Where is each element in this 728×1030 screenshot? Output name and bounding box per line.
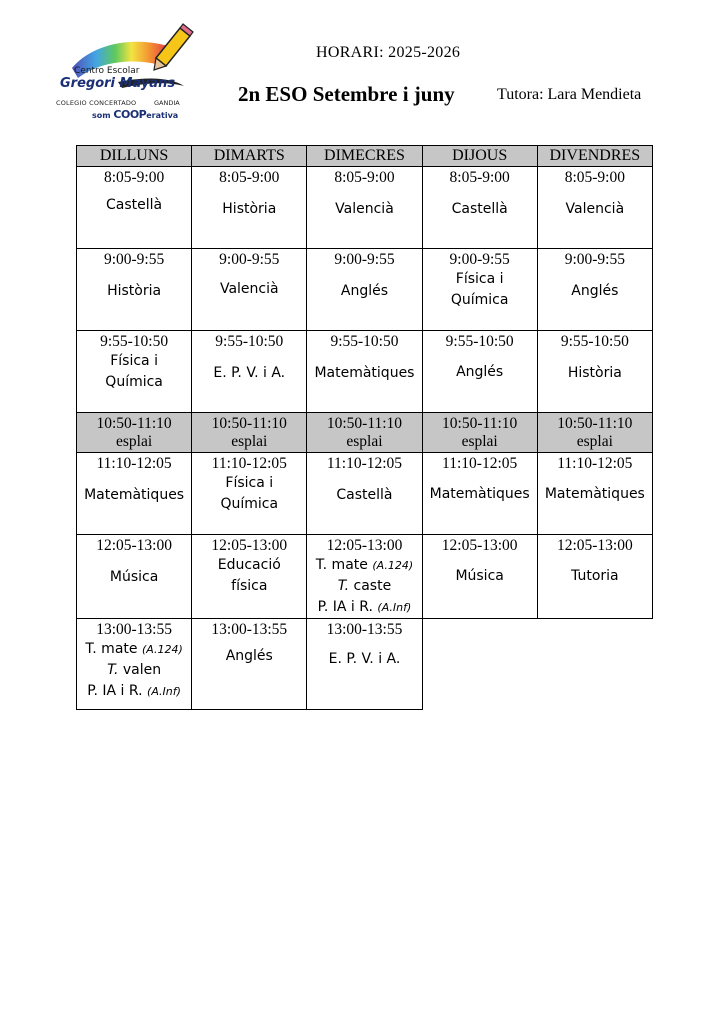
subject: Valencià: [565, 201, 625, 217]
logo-text-line4: [92, 108, 178, 121]
subject-line1: Física i: [110, 353, 158, 369]
time-slot: 11:10-12:05: [211, 455, 287, 472]
time-slot: 8:05-9:00: [449, 169, 510, 186]
table-row: [77, 249, 653, 331]
subject: Matemàtiques: [84, 487, 185, 503]
day-header-row: [77, 146, 653, 167]
time-slot: 9:55-10:50: [445, 333, 514, 350]
table-cell: [77, 619, 192, 710]
subject-line2: física: [231, 578, 268, 594]
subject-line3: [307, 597, 421, 618]
time-slot: 9:55-10:50: [100, 333, 169, 350]
table-row: [77, 453, 653, 535]
subject: Música: [455, 568, 504, 584]
schedule-title: HORARI: 2025-2026: [316, 44, 461, 61]
table-cell: [77, 167, 192, 249]
time-slot: 12:05-13:00: [556, 537, 633, 554]
timetable: [76, 145, 653, 710]
school-logo: [52, 22, 202, 122]
subject-line2: Química: [450, 292, 509, 308]
room-label: (A.Inf): [147, 685, 181, 698]
subject: Anglés: [225, 648, 273, 664]
table-cell: [307, 535, 422, 619]
subject: Castellà: [336, 487, 393, 503]
table-cell: [537, 535, 652, 619]
subject-text: caste: [353, 578, 392, 594]
time-slot: 10:50-11:10: [96, 415, 172, 432]
table-row: [77, 331, 653, 413]
time-slot: 12:05-13:00: [441, 537, 518, 554]
table-cell: [537, 453, 652, 535]
subject: Valencià: [335, 201, 394, 217]
time-slot: 12:05-13:00: [211, 537, 288, 554]
subject: Música: [109, 569, 159, 585]
time-slot: 8:05-9:00: [219, 169, 280, 186]
table-cell: [422, 167, 537, 249]
time-slot: 13:00-13:55: [326, 621, 403, 638]
room-label: (A.Inf): [377, 601, 412, 614]
subject-line1: [77, 639, 191, 660]
subject-prefix: T.: [107, 662, 119, 678]
table-cell: [192, 167, 307, 249]
table-cell: [307, 413, 422, 453]
time-slot: 11:10-12:05: [96, 455, 172, 472]
time-slot: 10:50-11:10: [326, 415, 403, 432]
subject-line2: Química: [220, 496, 279, 512]
table-cell: [192, 413, 307, 453]
time-slot: 9:00-9:55: [103, 251, 165, 268]
break-label: esplai: [461, 433, 498, 450]
time-slot: 8:05-9:00: [334, 169, 395, 186]
subject: Història: [567, 365, 622, 381]
table-cell: [77, 249, 192, 331]
table-row: [77, 535, 653, 619]
time-slot: 10:50-11:10: [557, 415, 633, 432]
subject: E. P. V. i A.: [328, 651, 401, 667]
subject-line1: [307, 555, 421, 576]
subject: Castellà: [106, 197, 163, 213]
table-cell: [192, 453, 307, 535]
subject: Anglés: [571, 283, 619, 299]
day-header: DILLUNS: [77, 146, 192, 167]
subject: E. P. V. i A.: [213, 365, 286, 381]
logo-text-line1: Centro Escolar: [74, 66, 140, 76]
time-slot: 11:10-12:05: [442, 455, 518, 472]
break-label: esplai: [346, 433, 383, 450]
table-cell: [537, 167, 652, 249]
subject-text: T. mate: [85, 641, 138, 657]
subject: Tutoria: [571, 568, 619, 584]
table-cell: [537, 249, 652, 331]
time-slot: 11:10-12:05: [326, 455, 403, 472]
time-slot: 10:50-11:10: [211, 415, 287, 432]
room-label: (A.124): [372, 559, 414, 572]
time-slot: 9:55-10:50: [330, 333, 399, 350]
subject: Història: [222, 201, 277, 217]
table-row: [77, 619, 653, 710]
table-cell: [422, 413, 537, 453]
table-cell: [307, 249, 422, 331]
table-row: [77, 167, 653, 249]
subject: Matemàtiques: [544, 486, 645, 502]
break-row: [77, 413, 653, 453]
table-cell: [537, 331, 652, 413]
subject-text: valen: [122, 662, 162, 678]
time-slot: 12:05-13:00: [326, 537, 403, 554]
subject: Valencià: [219, 281, 279, 297]
logo-text-city: GANDIA: [154, 99, 180, 107]
logo-coop: COOP: [113, 108, 147, 121]
table-cell: [307, 167, 422, 249]
subject: Anglés: [340, 283, 389, 299]
subject-text: T. mate: [315, 557, 368, 573]
time-slot: 9:00-9:55: [449, 251, 510, 268]
time-slot: 9:00-9:55: [334, 251, 395, 268]
group-title: 2n ESO Setembre i juny: [238, 82, 455, 106]
time-slot: 13:00-13:55: [96, 621, 172, 638]
time-slot: 9:00-9:55: [219, 251, 280, 268]
subject-line1: Física i: [225, 475, 274, 491]
table-cell: [422, 331, 537, 413]
table-cell: [192, 535, 307, 619]
tutor-label: Tutora: Lara Mendieta: [497, 86, 642, 103]
day-header: DIMARTS: [192, 146, 307, 167]
subject-text: P. IA i R.: [317, 599, 373, 615]
table-cell: [192, 619, 307, 710]
day-header: DIJOUS: [422, 146, 537, 167]
empty-cell: [537, 619, 652, 710]
time-slot: 10:50-11:10: [442, 415, 518, 432]
table-cell: [192, 331, 307, 413]
break-label: esplai: [231, 433, 268, 450]
subject-text: P. IA i R.: [87, 683, 143, 699]
table-cell: [192, 249, 307, 331]
room-label: (A.124): [141, 643, 183, 656]
table-cell: [307, 619, 422, 710]
subject-line1: Educació: [217, 557, 281, 573]
table-cell: [77, 331, 192, 413]
time-slot: 13:00-13:55: [211, 621, 288, 638]
table-cell: [422, 249, 537, 331]
subject: Anglés: [456, 364, 504, 380]
logo-som: som: [92, 111, 111, 120]
time-slot: 8:05-9:00: [564, 169, 625, 186]
time-slot: 12:05-13:00: [96, 537, 172, 554]
table-cell: [77, 535, 192, 619]
time-slot: 9:55-10:50: [215, 333, 284, 350]
subject-line2: [77, 660, 191, 681]
logo-erativa: erativa: [146, 111, 179, 120]
time-slot: 9:55-10:50: [560, 333, 629, 350]
table-cell: [537, 413, 652, 453]
time-slot: 8:05-9:00: [103, 169, 165, 186]
day-header: DIMECRES: [307, 146, 422, 167]
table-cell: [77, 413, 192, 453]
subject-line1: Física i: [455, 271, 504, 287]
break-label: esplai: [116, 433, 153, 450]
table-cell: [422, 535, 537, 619]
subject: Castellà: [451, 201, 508, 217]
time-slot: 9:00-9:55: [564, 251, 625, 268]
empty-cell: [422, 619, 537, 710]
table-cell: [307, 331, 422, 413]
subject-prefix: T.: [337, 578, 350, 594]
day-header: DIVENDRES: [537, 146, 652, 167]
subject-line3: [77, 681, 191, 702]
table-cell: [307, 453, 422, 535]
subject-line2: [307, 576, 421, 597]
subject: Matemàtiques: [429, 486, 530, 502]
subject-line2: Química: [105, 374, 163, 390]
subject: Història: [107, 283, 162, 299]
table-cell: [77, 453, 192, 535]
subject: Matemàtiques: [314, 365, 415, 381]
time-slot: 11:10-12:05: [557, 455, 633, 472]
logo-text-line3: COLEGIO CONCERTADO: [56, 99, 137, 107]
break-label: esplai: [576, 433, 613, 450]
logo-text-line2: Gregori Mayans: [60, 76, 176, 91]
table-cell: [422, 453, 537, 535]
